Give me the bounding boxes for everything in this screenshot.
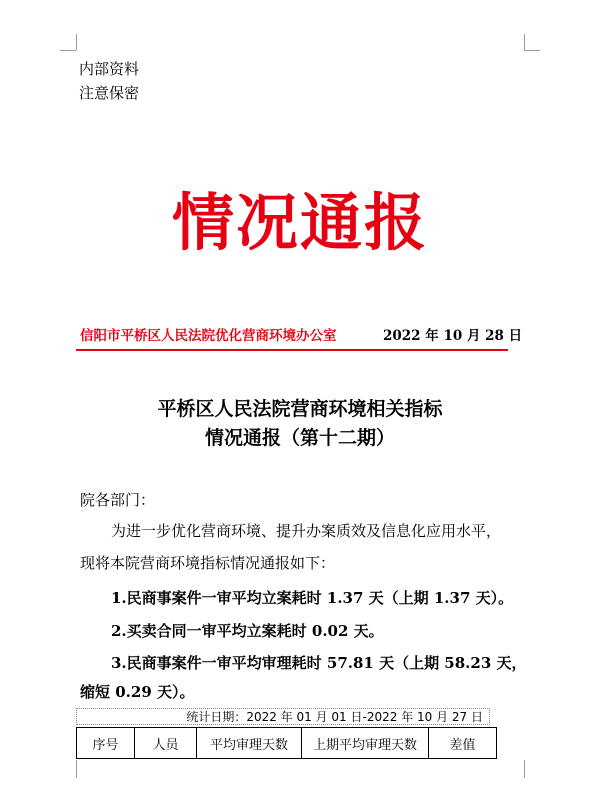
indicator-item-1: 1.民商事案件一审平均立案耗时 1.37 天（上期 1.37 天）。 — [111, 589, 514, 607]
statistics-date-range: 统计日期：2022 年 01 月 01 日-2022 年 10 月 27 日 — [76, 708, 490, 725]
table-header-row — [77, 728, 497, 759]
column-header-avg-days: 平均审理天数 — [197, 728, 302, 759]
intro-paragraph-line2: 现将本院营商环境指标情况通报如下： — [80, 554, 336, 572]
column-header-prev-avg-days: 上期平均审理天数 — [302, 728, 429, 759]
crop-mark-bottom-right-v — [524, 760, 525, 778]
bulletin-banner-title: 情况通报 — [171, 186, 428, 259]
internal-material-label: 内部资料 — [79, 60, 140, 78]
indicator-item-3-line1: 3.民商事案件一审平均审理耗时 57.81 天（上期 58.23 天， — [111, 654, 527, 672]
document-title-line1: 平桥区人民法院营商环境相关指标 — [157, 398, 443, 420]
intro-paragraph-line1: 为进一步优化营商环境、提升办案质效及信息化应用水平， — [111, 522, 502, 540]
crop-mark-top-left-v — [76, 34, 77, 50]
issue-date: 2022 年 10 月 28 日 — [383, 328, 523, 344]
column-header-index: 序号 — [77, 728, 135, 759]
salutation: 院各部门： — [80, 491, 156, 509]
document-title-line2: 情况通报（第十二期） — [204, 427, 395, 449]
crop-mark-bottom-left-v — [76, 760, 77, 778]
issuer-name: 信阳市平桥区人民法院优化营商环境办公室 — [80, 328, 337, 344]
confidential-label: 注意保密 — [79, 84, 140, 102]
crop-mark-top-right-v — [524, 34, 525, 50]
column-header-person: 人员 — [135, 728, 197, 759]
indicator-item-2: 2.买卖合同一审平均立案耗时 0.02 天。 — [111, 622, 384, 640]
crop-mark-top-left-h — [60, 50, 76, 51]
indicator-item-3-line2: 缩短 0.29 天）。 — [80, 683, 195, 701]
column-header-difference: 差值 — [429, 728, 497, 759]
statistics-table — [76, 727, 497, 759]
crop-mark-top-right-h — [524, 50, 540, 51]
red-divider-line — [76, 349, 508, 351]
